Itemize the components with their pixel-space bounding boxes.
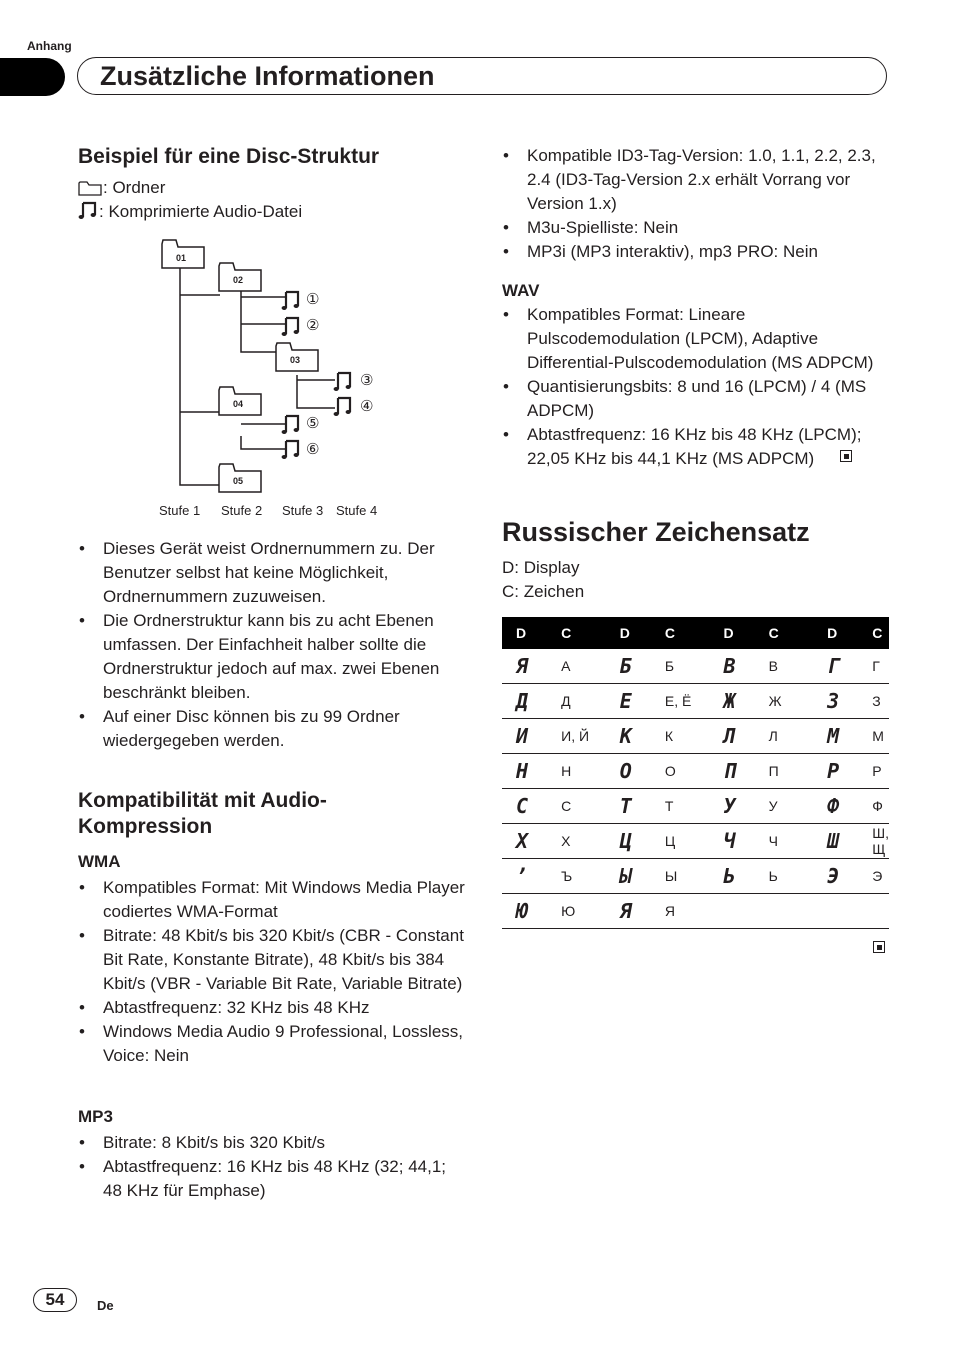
col-header-c: C [858, 617, 889, 649]
language-code: De [97, 1298, 114, 1313]
legend-character [502, 580, 584, 604]
level-label-1: Stufe 1 [159, 503, 201, 518]
col-header-c: C [651, 617, 710, 649]
table-row [502, 754, 889, 789]
character-cell: Н [547, 754, 606, 789]
file-marker-6: ⑥ [306, 440, 320, 458]
legend-d-text: : Display [514, 558, 580, 577]
list-item: • Abtastfrequenz: 16 KHz bis 48 KHz (LPCM); 22,05 KHz bis 44,1 KHz (MS ADPCM) [502, 423, 892, 471]
display-glyph-cell: С [502, 789, 547, 824]
wma-heading: WMA [78, 852, 121, 871]
legend-folder-text: : Ordner [103, 178, 166, 197]
page-number: 54 [33, 1288, 77, 1312]
character-cell: Ь [755, 859, 814, 894]
display-glyph-cell: Э [813, 859, 858, 894]
display-glyph-cell: Ж [709, 684, 754, 719]
disc-notes-list [78, 537, 463, 753]
folder-03-label: 03 [290, 355, 301, 365]
character-cell: Р [858, 754, 889, 789]
col-header-d: D [709, 617, 754, 649]
folder-05 [219, 464, 261, 492]
list-item: • Die Ordnerstruktur kann bis zu acht Ebenen umfassen. Der Einfachheit halber sollte die Ordnerstruktur jedoch auf max. zwei Ebenen beschränkt bleiben. [78, 609, 463, 705]
table-header-row [502, 617, 889, 649]
level-label-4: Stufe 4 [336, 503, 378, 518]
character-cell: М [858, 719, 889, 754]
display-glyph-cell: Л [709, 719, 754, 754]
character-cell [858, 894, 889, 929]
legend-audio-file-text: : Komprimierte Audio-Datei [99, 202, 303, 221]
list-item: • M3u-Spielliste: Nein [502, 216, 890, 240]
display-glyph-cell: Р [813, 754, 858, 789]
section-end-mark [873, 941, 885, 953]
character-cell: И, Й [547, 719, 606, 754]
level-label-3: Stufe 3 [282, 503, 324, 518]
compat-heading: Kompatibilität mit Audio-Kompression [78, 789, 327, 838]
legend-display [502, 556, 579, 580]
mp3-list-continued [502, 144, 890, 264]
character-cell [755, 894, 814, 929]
character-cell: Л [755, 719, 814, 754]
character-cell: Ф [858, 789, 889, 824]
music-note-icon [282, 292, 299, 310]
display-glyph-cell: К [606, 719, 651, 754]
table-row [502, 684, 889, 719]
wma-list [78, 876, 466, 1068]
character-cell: О [651, 754, 710, 789]
display-glyph-cell: Д [502, 684, 547, 719]
character-cell: Т [651, 789, 710, 824]
wav-heading: WAV [502, 281, 540, 300]
character-cell: В [755, 649, 814, 684]
folder-01-label: 01 [176, 253, 187, 263]
table-row [502, 789, 889, 824]
disc-structure-diagram [150, 230, 390, 495]
file-marker-3: ③ [360, 371, 374, 389]
music-note-icon [282, 441, 299, 459]
display-glyph-cell: У [709, 789, 754, 824]
folder-04 [219, 387, 261, 415]
display-glyph-cell: М [813, 719, 858, 754]
character-cell: Х [547, 824, 606, 859]
display-glyph-cell: Н [502, 754, 547, 789]
character-cell: Д [547, 684, 606, 719]
character-cell: Я [651, 894, 710, 929]
russian-charset-heading: Russischer Zeichensatz [502, 517, 810, 547]
col-header-d: D [813, 617, 858, 649]
wav-list [502, 303, 892, 471]
list-item: • Abtastfrequenz: 32 KHz bis 48 KHz [78, 996, 466, 1020]
list-item: • MP3i (MP3 interaktiv), mp3 PRO: Nein [502, 240, 890, 264]
display-glyph-cell: Я [606, 894, 651, 929]
display-glyph-cell [813, 894, 858, 929]
list-item: • Kompatibles Format: Mit Windows Media Player codiertes WMA-Format [78, 876, 466, 924]
character-cell: Е, Ё [651, 684, 710, 719]
table-row [502, 859, 889, 894]
character-cell: З [858, 684, 889, 719]
section-end-mark [840, 450, 852, 462]
table-row [502, 719, 889, 754]
character-cell: Ю [547, 894, 606, 929]
display-glyph-cell: Ч [709, 824, 754, 859]
display-glyph-cell: Т [606, 789, 651, 824]
page-title: Zusätzliche Informationen [100, 61, 435, 91]
display-glyph-cell: Ю [502, 894, 547, 929]
mp3-heading: MP3 [78, 1107, 113, 1126]
display-glyph-cell: ʼ [502, 859, 547, 894]
folder-03 [276, 343, 318, 371]
file-marker-4: ④ [360, 397, 374, 415]
legend-c-text: : Zeichen [514, 582, 585, 601]
list-item: • Kompatibles Format: Lineare Pulscodemodulation (LPCM), Adaptive Differential-Pulscodemodulation (MS ADPCM) [502, 303, 892, 375]
music-note-icon [334, 398, 351, 416]
list-item: • Kompatible ID3-Tag-Version: 1.0, 1.1, 2.2, 2.3, 2.4 (ID3-Tag-Version 2.x erhält Vorrang vor Version 1.x) [502, 144, 890, 216]
character-cell: К [651, 719, 710, 754]
list-item: • Quantisierungsbits: 8 und 16 (LPCM) / 4 (MS ADPCM) [502, 375, 892, 423]
character-cell: Ъ [547, 859, 606, 894]
display-glyph-cell: З [813, 684, 858, 719]
display-glyph-cell: Г [813, 649, 858, 684]
file-marker-5: ⑤ [306, 414, 320, 432]
display-glyph-cell: Ш [813, 824, 858, 859]
file-marker-2: ② [306, 316, 320, 334]
folder-05-label: 05 [233, 476, 244, 486]
list-item: • Bitrate: 48 Kbit/s bis 320 Kbit/s (CBR - Constant Bit Rate, Konstante Bitrate), 48 Kbit/s bis 384 Kbit/s (VBR - Variable Bit Rate, Variable Bitrate) [78, 924, 466, 996]
col-header-d: D [606, 617, 651, 649]
folder-01 [162, 240, 204, 268]
folder-04-label: 04 [233, 399, 244, 409]
folder-02-label: 02 [233, 275, 244, 285]
display-glyph-cell: П [709, 754, 754, 789]
table-row [502, 824, 889, 859]
display-glyph-cell: Ы [606, 859, 651, 894]
display-glyph-cell: Ь [709, 859, 754, 894]
table-row [502, 894, 889, 929]
table-row [502, 649, 889, 684]
section-label: Anhang [27, 39, 72, 53]
russian-charset-table [502, 617, 889, 929]
display-glyph-cell [709, 894, 754, 929]
display-glyph-cell: Ц [606, 824, 651, 859]
character-cell: Э [858, 859, 889, 894]
list-item: • Abtastfrequenz: 16 KHz bis 48 KHz (32; 44,1; 48 KHz für Emphase) [78, 1155, 450, 1203]
music-note-icon [334, 373, 351, 391]
display-glyph-cell: И [502, 719, 547, 754]
character-cell: Ц [651, 824, 710, 859]
col-header-d: D [502, 617, 547, 649]
character-cell: С [547, 789, 606, 824]
display-glyph-cell: Я [502, 649, 547, 684]
list-item: • Bitrate: 8 Kbit/s bis 320 Kbit/s [78, 1131, 450, 1155]
list-item: • Auf einer Disc können bis zu 99 Ordner wiedergegeben werden. [78, 705, 463, 753]
display-glyph-cell: Е [606, 684, 651, 719]
character-cell: Ч [755, 824, 814, 859]
character-cell: У [755, 789, 814, 824]
mp3-list [78, 1131, 450, 1203]
disc-structure-heading: Beispiel für eine Disc-Struktur [78, 145, 380, 168]
header-tab-marker [0, 58, 65, 96]
col-header-c: C [755, 617, 814, 649]
character-cell: Ж [755, 684, 814, 719]
character-cell: Ы [651, 859, 710, 894]
character-cell: Г [858, 649, 889, 684]
legend-c-key: C [502, 582, 515, 601]
list-item: • Windows Media Audio 9 Professional, Lossless, Voice: Nein [78, 1020, 466, 1068]
music-note-icon [282, 416, 299, 434]
character-cell: Ш, Щ [858, 824, 889, 859]
legend-folder [78, 176, 165, 203]
music-note-icon [282, 318, 299, 336]
character-cell: А [547, 649, 606, 684]
file-marker-1: ① [306, 290, 320, 308]
display-glyph-cell: О [606, 754, 651, 789]
music-note-icon [78, 200, 98, 227]
display-glyph-cell: Х [502, 824, 547, 859]
legend-d-key: D [502, 558, 515, 577]
legend-audio-file [78, 200, 302, 227]
list-item: • Dieses Gerät weist Ordnernummern zu. Der Benutzer selbst hat keine Möglichkeit, Ordnernummern zuzuweisen. [78, 537, 463, 609]
display-glyph-cell: В [709, 649, 754, 684]
display-glyph-cell: Ф [813, 789, 858, 824]
character-cell: Б [651, 649, 710, 684]
level-label-2: Stufe 2 [221, 503, 263, 518]
folder-02 [219, 263, 261, 291]
col-header-c: C [547, 617, 606, 649]
display-glyph-cell: Б [606, 649, 651, 684]
character-cell: П [755, 754, 814, 789]
